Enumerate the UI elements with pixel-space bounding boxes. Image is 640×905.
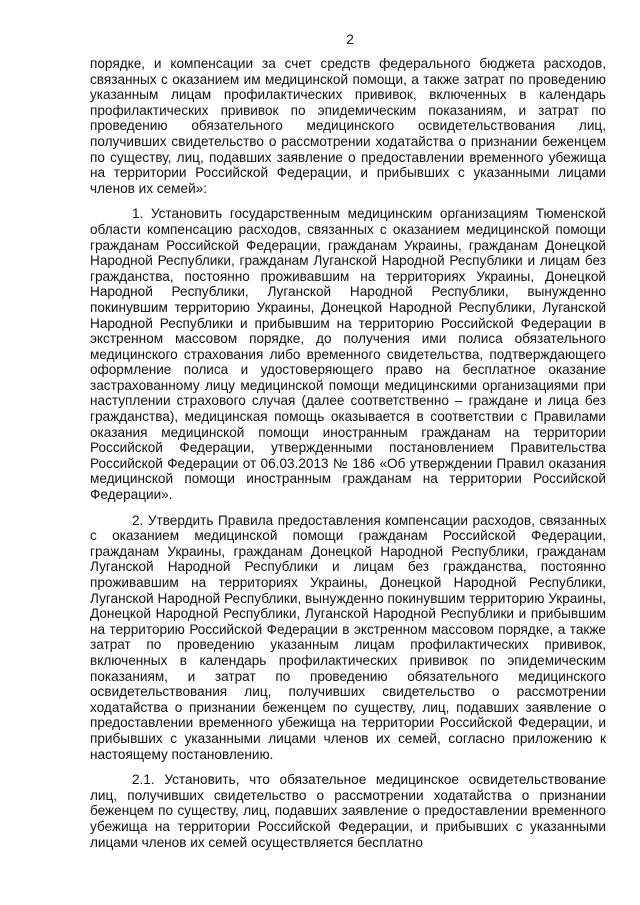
- paragraph-item-1: 1. Установить государственным медицинским организациям Тюменской области компенсацию расходов, связанных с оказанием медицинской помощи гражданам Российской Федерации, гражданам Украины, гражданам Донецкой Народной Республики, гражданам Луганской Народной Республики и лицам без гражданства, постоянно проживавшим на территориях Украины, Донецкой Народной Республики, Луганской Народной Республики, вынужденно покинувшим территорию Украины, Донецкой Народной Республики, Луганской Народной Республики и прибывшим на территорию Российской Федерации в экстренном массовом порядке, до получения ими полиса обязательного медицинского страхования либо временного свидетельства, подтверждающего оформление полиса и удостоверяющего право на бесплатное оказание застрахованному лицу медицинской помощи медицинскими организациями при наступлении страхового случая (далее соответственно – граждане и лица без гражданства), медицинская помощь оказывается в соответствии с Правилами оказания медицинской помощи иностранным гражданам на территории Российской Федерации, утвержденными постановлением Правительства Российской Федерации от 06.03.2013 № 186 «Об утверждении Правил оказания медицинской помощи иностранным гражданам на территории Российской Федерации».: [90, 206, 606, 503]
- paragraph-item-2: 2. Утвердить Правила предоставления компенсации расходов, связанных с оказанием медицинской помощи гражданам Российской Федерации, гражданам Украины, гражданам Донецкой Народной Республики, гражданам Луганской Народной Республики и лицам без гражданства, постоянно проживавшим на территориях Украины, Донецкой Народной Республики, Луганской Народной Республики, вынужденно покинувшим территорию Украины, Донецкой Народной Республики, Луганской Народной Республики и прибывшим на территорию Российской Федерации в экстренном массовом порядке, а также затрат по проведению указанным лицам профилактических прививок, включенных в календарь профилактических прививок по эпидемическим показаниям, и затрат по проведению обязательного медицинского освидетельствования лиц, получивших свидетельство о рассмотрении ходатайства о признании беженцем по существу, лиц, подавших заявление о предоставлении временного убежища на территории Российской Федерации, и прибывших с указанными лицами членов их семей, согласно приложению к настоящему постановлению.: [90, 512, 606, 762]
- paragraph-continuation: порядке, и компенсации за счет средств федерального бюджета расходов, связанных с оказанием им медицинской помощи, а также затрат по проведению указанным лицам профилактических прививок, включенных в календарь профилактических прививок по эпидемическим показаниям, и затрат по проведению обязательного медицинского освидетельствования лиц, получивших свидетельство о рассмотрении ходатайства о признании беженцем по существу, лиц, подавших заявление о предоставлении временного убежища на территории Российской Федерации, и прибывших с указанными лицами членов их семей»:: [90, 56, 606, 196]
- page-number: 2: [346, 31, 354, 47]
- paragraph-item-2-1: 2.1. Установить, что обязательное медицинское освидетельствование лиц, получивших свидетельство о рассмотрении ходатайства о признании беженцем по существу, лиц, подавших заявление о предоставлении временного убежища на территории Российской Федерации, и прибывших с указанными лицами членов их семей осуществляется бесплатно: [90, 772, 606, 850]
